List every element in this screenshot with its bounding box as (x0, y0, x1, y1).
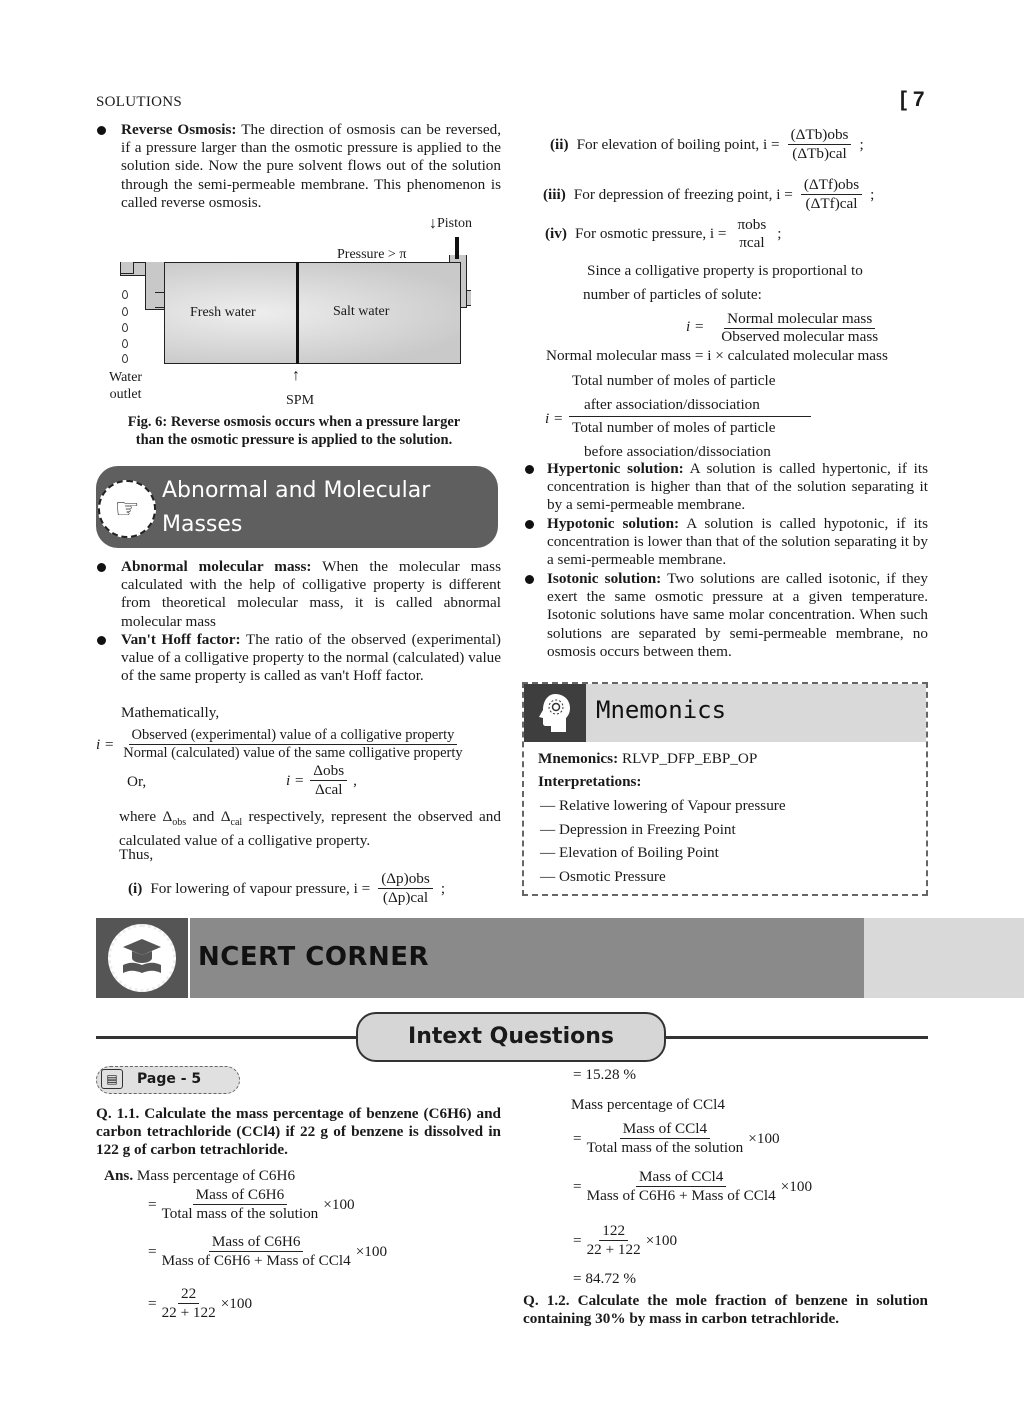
bullet-icon (97, 636, 106, 645)
book-icon: ▤ (101, 1069, 123, 1089)
step-5: = $\frac{\text{Mass of CCl4}}{\text{Mass of C6H6 + Mass of CCl4}}$ ×100 (573, 1168, 813, 1204)
molecular-mass-equation: i = $\frac{\text{Normal molecular mass}}{\text{Observed molecular mass}}$ (686, 310, 879, 345)
pressure-label: Pressure > π (337, 247, 407, 262)
step-3: = $\frac{22}{22 + 122}$ ×100 (148, 1285, 253, 1321)
intext-questions-title: Intext Questions (356, 1012, 666, 1062)
interpretation-item: — Elevation of Boiling Point (540, 844, 719, 861)
step-1: = $\frac{\text{Mass of C6H6}}{\text{Total mass of the solution}}$ ×100 (148, 1186, 355, 1222)
ccl4-intro: Mass percentage of CCl4 (571, 1096, 725, 1113)
result-benzene: = 15.28 % (573, 1066, 636, 1083)
graduation-cap-book-icon (108, 924, 176, 992)
or-label: Or, (127, 773, 147, 790)
bullet-icon (97, 563, 106, 572)
bullet-icon (525, 465, 534, 474)
hypertonic-paragraph: Hypertonic solution: A solution is called hypertonic, if its concentration is higher than that of the solution separating it by a semi-permeable membrane. (547, 460, 928, 514)
step-6: = $\frac{122}{22 + 122}$ ×100 (573, 1222, 678, 1258)
spm-membrane (296, 262, 299, 364)
mathematically-label: Mathematically, (121, 704, 220, 721)
bullet-icon (525, 575, 534, 584)
step-4: = $\frac{\text{Mass of CCl4}}{\text{Total mass of the solution}}$ ×100 (573, 1120, 780, 1156)
bullet-icon (97, 126, 106, 135)
interpretation-item: — Depression in Freezing Point (540, 821, 736, 838)
mnemonics-header (524, 684, 926, 742)
question-1-2: Q. 1.2. Calculate the mole fraction of benzene in solution containing 30% by mass in carbon tetrachloride. (523, 1292, 928, 1328)
where-paragraph: where $\Delta_{obs}$ and $\Delta_{cal}$ respectively, represent the observed and calculated value of a colligative property. (119, 808, 501, 850)
equation-item-iv: (iv) For osmotic pressure, i = πobs πcal ; (545, 216, 782, 251)
equation-item-iii: (iii) For depression of freezing point, i = $\frac{\text{(ΔTf)obs}}{\text{(ΔTf)cal}}$ ; (543, 176, 875, 212)
page-tag: ▤ Page - 5 (96, 1066, 240, 1094)
term: Reverse Osmosis: (121, 121, 237, 138)
pointing-hand-icon: ☞ (98, 480, 156, 538)
abnormal-mass-paragraph: Abnormal molecular mass: When the molecular mass calculated with the help of colligative property is different from theoretical molecular mass, it is called abnormal molecular mass (121, 558, 501, 630)
fresh-water-label: Fresh water (190, 305, 256, 320)
equation-item-ii: (ii) For elevation of boiling point, i = $\frac{\text{(ΔTb)obs}}{\text{(ΔTb)cal}}$ ; (550, 126, 864, 162)
water-drop-icon (122, 323, 128, 332)
spm-label: SPM (286, 393, 315, 408)
page-number: [ 7 (900, 88, 925, 111)
piston-rod (455, 237, 459, 259)
delta-equation: i = $\frac{\text{Δobs}}{\text{Δcal}}$ , (286, 762, 357, 798)
ncert-corner-title: NCERT CORNER (198, 942, 429, 972)
water-drop-icon (122, 339, 128, 348)
interpretations-label: Interpretations: (538, 773, 642, 790)
piston-arrow-icon: ↓ (429, 215, 437, 232)
isotonic-paragraph: Isotonic solution: Two solutions are called isotonic, if they exert the same osmotic pressure at a given temperature. Isotonic solutions have same molar concentration. When such solutions are separated by semi-permeable membrane, no osmosis occurs between them. (547, 570, 928, 660)
spm-arrow-icon: ↑ (292, 367, 300, 384)
interpretation-item: — Relative lowering of Vapour pressure (540, 797, 786, 814)
piston-label: Piston (437, 216, 473, 231)
bullet-icon (525, 520, 534, 529)
ncert-corner-banner (96, 918, 928, 998)
normal-mass-line: Normal molecular mass = i × calculated molecular mass (546, 347, 888, 364)
divider (96, 1036, 358, 1039)
figure-caption: Fig. 6: Reverse osmosis occurs when a pressure larger than the osmotic pressure is applied to the solution. (127, 414, 461, 448)
section-title: Abnormal and Molecular Masses (162, 478, 431, 537)
mnemonics-line: Mnemonics: RLVP_DFP_EBP_OP (538, 750, 758, 767)
vant-hoff-paragraph: Van't Hoff factor: The ratio of the observed (experimental) value of a colligative property to the normal (calculated) value of the same property is called as van't Hoff factor. (121, 631, 501, 685)
reverse-osmosis-paragraph: Reverse Osmosis: The direction of osmosis can be reversed, if a pressure larger than the osmotic pressure is applied to the solution side. Now the pure solvent flows out of the solution through the semi-permeable membrane. This phenomenon is called reverse osmosis. (121, 121, 501, 211)
section-banner-abnormal-masses (96, 466, 498, 548)
salt-water-label: Salt water (333, 304, 390, 319)
result-ccl4: = 84.72 % (573, 1270, 636, 1287)
vant-hoff-equation: i = $\frac{\text{Observed (experimental) value of a colligative property}}{\text{Normal (calculated) value of the same colligative property}}$ (96, 727, 463, 761)
water-drop-icon (122, 290, 128, 299)
thus-label: Thus, (119, 846, 154, 863)
brain-head-icon (524, 684, 586, 742)
question-1-1: Q. 1.1. Calculate the mass percentage of benzene (C6H6) and carbon tetrachloride (CCl4) if 22 g of benzene is dissolved in 122 g of carbon tetrachloride. (96, 1105, 501, 1159)
hypotonic-paragraph: Hypotonic solution: A solution is called hypotonic, if its concentration is lower than that of the solution separating it by a semi-permeable membrane. (547, 515, 928, 569)
mnemonics-title: Mnemonics (596, 696, 727, 724)
water-drop-icon (122, 354, 128, 363)
equation-item-i: (i) For lowering of vapour pressure, i = $\frac{\text{(Δp)obs}}{\text{(Δp)cal}}$ ; (128, 870, 446, 906)
interpretation-item: — Osmotic Pressure (540, 868, 666, 885)
answer-intro: Ans. Mass percentage of C6H6 (104, 1167, 296, 1184)
mnemonics-box (522, 682, 928, 896)
since-line-2: number of particles of solute: (583, 286, 762, 303)
since-line-1: Since a colligative property is proportional to (587, 262, 863, 279)
running-head: SOLUTIONS (96, 94, 183, 110)
step-2: = $\frac{\text{Mass of C6H6}}{\text{Mass of C6H6 + Mass of CCl4}}$ ×100 (148, 1233, 388, 1269)
water-drop-icon (122, 307, 128, 316)
water-outlet-label: Water outlet (109, 370, 143, 402)
divider (664, 1036, 928, 1039)
